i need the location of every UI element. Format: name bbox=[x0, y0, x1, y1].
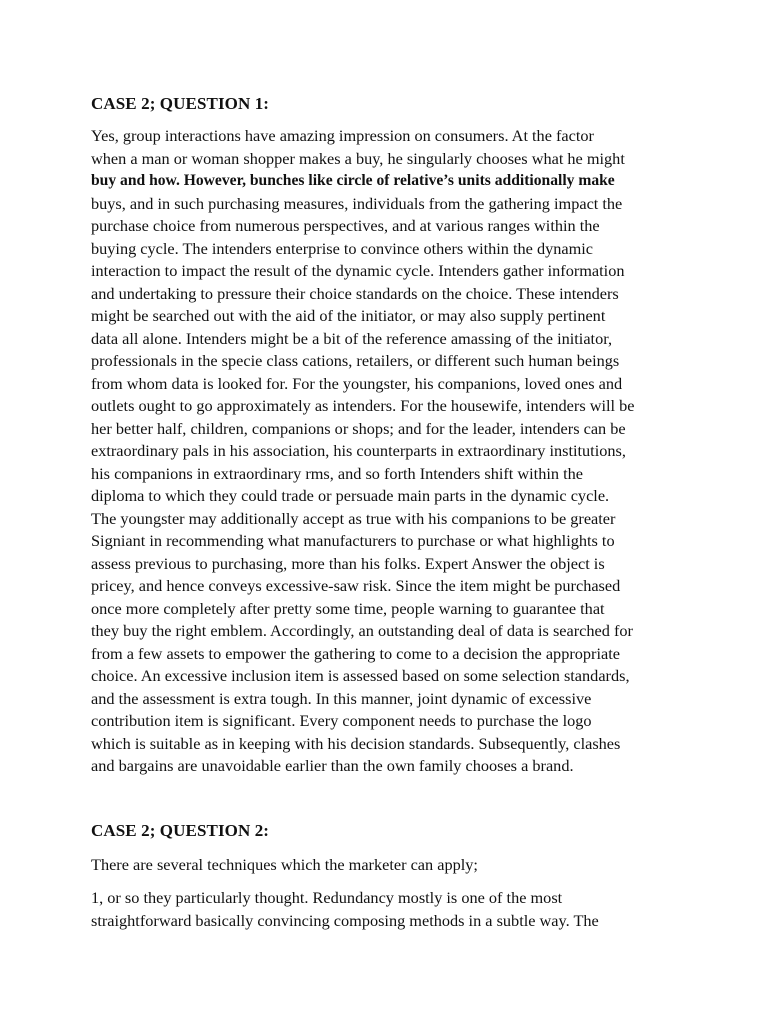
paragraph-line: and the assessment is extra tough. In this manner, joint dynamic of excessive bbox=[91, 688, 592, 708]
paragraph-line: his companions in extraordinary rms, and so forth Intenders shift within the bbox=[91, 463, 583, 483]
paragraph-line: The youngster may additionally accept as true with his companions to be greater bbox=[91, 508, 616, 528]
paragraph-line: from whom data is looked for. For the youngster, his companions, loved ones and bbox=[91, 373, 623, 393]
paragraph-line: from a few assets to empower the gathering to come to a decision the appropriate bbox=[91, 643, 620, 663]
paragraph-line: extraordinary pals in his association, his counterparts in extraordinary institutions, bbox=[91, 441, 626, 460]
paragraph-line: which is suitable as in keeping with his decision standards. Subsequently, clashes bbox=[91, 733, 621, 753]
paragraph-line: diploma to which they could trade or persuade main parts in the dynamic cycle. bbox=[91, 486, 610, 505]
section-1-heading: CASE 2; QUESTION 1: bbox=[91, 94, 270, 113]
paragraph-line: professionals in the specie class cations, retailers, or different such human beings bbox=[91, 351, 620, 370]
paragraph-line: purchase choice from numerous perspectives, and at various ranges within the bbox=[91, 216, 600, 235]
paragraph-line: Yes, group interactions have amazing impression on consumers. At the factor bbox=[91, 126, 594, 145]
paragraph-line: interaction to impact the result of the dynamic cycle. Intenders gather information bbox=[91, 261, 625, 280]
section-2-paragraph bbox=[91, 887, 681, 932]
section-2-heading: CASE 2; QUESTION 2: bbox=[91, 821, 270, 840]
paragraph-line: choice. An excessive inclusion item is assessed based on some selection standards, bbox=[91, 666, 630, 685]
section-2-intro: There are several techniques which the marketer can apply; bbox=[91, 855, 478, 874]
paragraph-line: Signiant in recommending what manufacturers to purchase or what highlights to bbox=[91, 531, 615, 550]
paragraph-line: her better half, children, companions or shops; and for the leader, intenders can be bbox=[91, 418, 626, 438]
paragraph-line: buys, and in such purchasing measures, individuals from the gathering impact the bbox=[91, 193, 623, 213]
paragraph-line: and undertaking to pressure their choice standards on the choice. These intenders bbox=[91, 283, 619, 303]
paragraph-line: straightforward basically convincing composing methods in a subtle way. The bbox=[91, 910, 599, 930]
paragraph-line: buying cycle. The intenders enterprise to convince others within the dynamic bbox=[91, 238, 594, 258]
paragraph-line: they buy the right emblem. Accordingly, an outstanding deal of data is searched for bbox=[91, 621, 633, 640]
paragraph-line: pricey, and hence conveys excessive-saw risk. Since the item might be purchased bbox=[91, 576, 621, 595]
paragraph-line: buy and how. However, bunches like circle of relative’s units additionally make bbox=[91, 172, 615, 189]
paragraph-line: might be searched out with the aid of the initiator, or may also supply pertinent bbox=[91, 306, 606, 325]
paragraph-line: data all alone. Intenders might be a bit of the reference amassing of the initiator, bbox=[91, 328, 613, 348]
paragraph-line: and bargains are unavoidable earlier than the own family chooses a brand. bbox=[91, 756, 574, 775]
paragraph-line: once more completely after pretty some time, people warning to guarantee that bbox=[91, 598, 605, 618]
paragraph-line: assess previous to purchasing, more than his folks. Expert Answer the object is bbox=[91, 553, 605, 573]
paragraph-line: outlets ought to go approximately as intenders. For the housewife, intenders will be bbox=[91, 396, 635, 415]
paragraph-line: 1, or so they particularly thought. Redundancy mostly is one of the most bbox=[91, 888, 563, 907]
paragraph-line: contribution item is significant. Every component needs to purchase the logo bbox=[91, 711, 592, 730]
paragraph-line: when a man or woman shopper makes a buy, he singularly chooses what he might bbox=[91, 148, 625, 168]
section-1-paragraph bbox=[91, 125, 681, 778]
